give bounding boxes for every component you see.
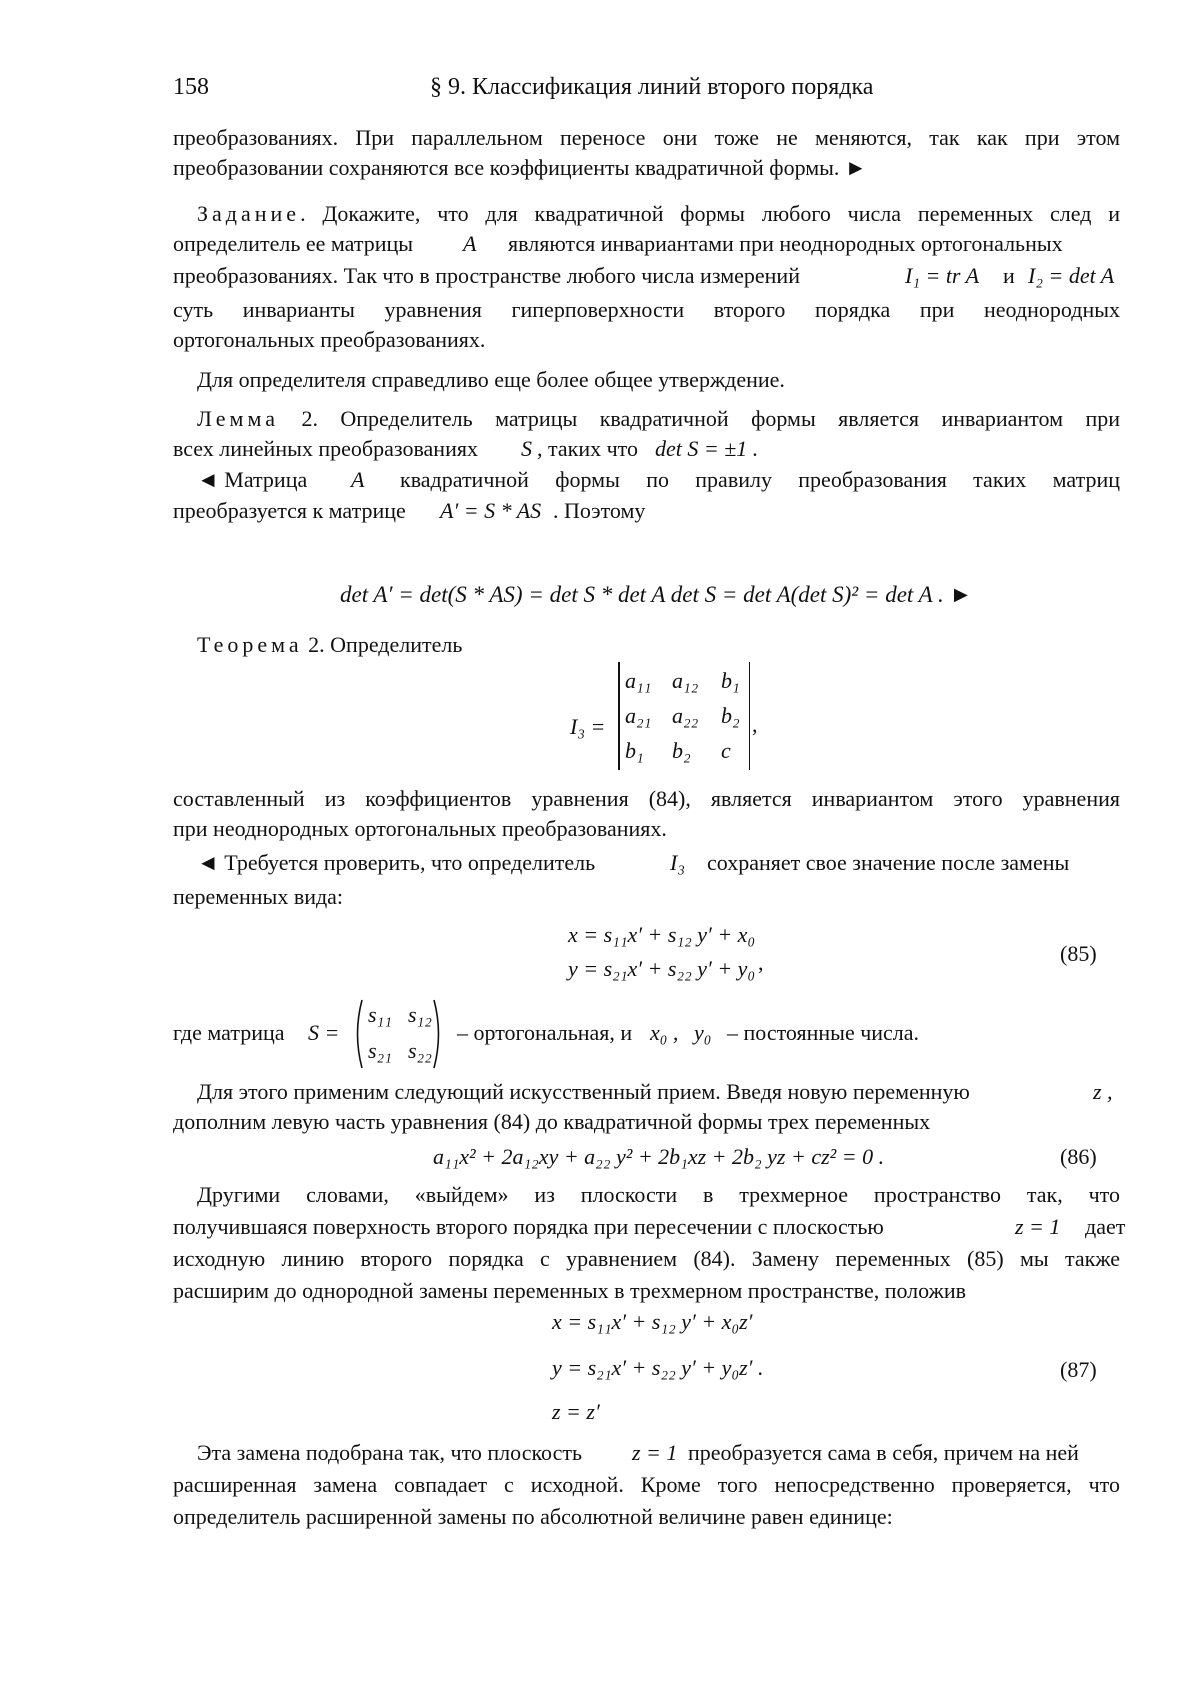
task-text: являются инвариантами при неоднородных ортогональных	[508, 231, 1063, 256]
matrix-S	[352, 998, 444, 1070]
matrix-entry: b₁	[721, 668, 740, 693]
matrix-entry: s₁₂	[408, 1002, 432, 1027]
paragraph-text: дает	[1085, 1214, 1126, 1239]
equation-87-line: x = s₁₁x′ + s₁₂ y′ + x₀z′	[552, 1309, 753, 1334]
paragraph-text: где матрица	[173, 1020, 285, 1045]
equation-87-line: z = z′	[552, 1399, 600, 1424]
proof-text: преобразуется к матрице	[173, 498, 406, 523]
equation-number-87: (87)	[1060, 1357, 1097, 1382]
task-text: преобразованиях. Так что в пространстве любого числа измерений	[173, 263, 800, 288]
determinant-bar-left	[618, 662, 620, 770]
paragraph-text: расширим до однородной замены переменных в трехмерном пространстве, положив	[173, 1278, 966, 1303]
matrix-entry: a₂₁	[625, 703, 652, 728]
page-number: 158	[173, 74, 209, 100]
paragraph-line: преобразовании сохраняются все коэффициенты квадратичной формы. ►	[173, 155, 867, 180]
equation-86: a₁₁x² + 2a₁₂xy + a₂₂ y² + 2b₁xz + 2b₂ yz + cz² = 0 .	[433, 1144, 885, 1169]
math-A: A	[351, 467, 365, 492]
matrix-entry: s₂₂	[408, 1038, 432, 1063]
equation-85-line: x = s₁₁x′ + s₁₂ y′ + x₀	[568, 922, 756, 947]
task-text: . Докажите, что для квадратичной формы любого числа переменных след и	[300, 201, 1120, 226]
theorem-line	[173, 630, 1120, 660]
equation-number-86: (86)	[1060, 1144, 1097, 1169]
task-text: определитель ее матрицы	[173, 231, 414, 256]
paragraph-text: Другими словами, «выйдем» из плоскости в трехмерное пространство так, что	[197, 1182, 1120, 1207]
theorem-text: 2. Определитель	[308, 632, 463, 657]
left-paren	[352, 998, 364, 1070]
matrix-entry: a₁₂	[672, 668, 699, 693]
lemma-label: Лемма	[197, 406, 279, 431]
matrix-entry: a₁₁	[625, 668, 652, 693]
lemma-text: 2. Определитель матрицы квадратичной формы является инвариантом при	[301, 406, 1121, 431]
paragraph-line: составленный из коэффициентов уравнения (84), является инвариантом этого уравнения	[173, 786, 1120, 811]
running-title: § 9. Классификация линий второго порядка	[430, 74, 874, 100]
equation-number-85: (85)	[1060, 941, 1097, 966]
proof-text: сохраняет свое значение после замены	[707, 850, 1070, 875]
matrix-entry: b₂	[721, 703, 740, 728]
math-S: S	[521, 436, 532, 461]
math-formula: A′ = S * AS	[440, 498, 542, 523]
matrix-entry: c	[721, 738, 731, 763]
paragraph-text: получившаяся поверхность второго порядка при пересечении с плоскостью	[173, 1214, 884, 1239]
paragraph-line: при неоднородных ортогональных преобразованиях.	[173, 816, 667, 841]
math-S-label: S =	[308, 1020, 340, 1045]
math-I3-label: I₃ =	[570, 714, 606, 739]
paragraph-text: определитель расширенной замены по абсолютной величине равен единице:	[173, 1504, 893, 1529]
equation-85-comma: ,	[758, 950, 764, 975]
paragraph-text: дополним левую часть уравнения (84) до квадратичной формы трех переменных	[173, 1109, 931, 1134]
determinant-bar-right	[749, 662, 751, 770]
matrix-entry: a₂₂	[672, 703, 699, 728]
lemma-text: всех линейных преобразованиях	[173, 436, 478, 461]
task-text: и	[1003, 263, 1015, 288]
proof-text: переменных вида:	[173, 884, 344, 909]
matrix-entry: b₂	[672, 738, 691, 763]
math-I2: I₂ = det A	[1028, 263, 1115, 288]
equation-87-line: y = s₂₁x′ + s₂₂ y′ + y₀z′ .	[552, 1355, 764, 1380]
task-text: суть инварианты уравнения гиперповерхности второго порядка при неоднородных	[173, 297, 1120, 322]
paragraph-text: Для этого применим следующий искусственный прием. Введя новую переменную	[197, 1079, 970, 1104]
paragraph-text: исходную линию второго порядка с уравнением (84). Замену переменных (85) мы также	[173, 1246, 1120, 1271]
paragraph-text: – постоянные числа.	[727, 1020, 920, 1045]
math-y0: y₀	[694, 1020, 712, 1045]
math-x0: x₀ ,	[650, 1020, 679, 1045]
math-A: A	[463, 231, 477, 256]
math-z-eq-1: z = 1	[1015, 1214, 1061, 1239]
math-I3: I₃	[670, 850, 685, 875]
paragraph-text: преобразуется сама в себя, причем на ней	[688, 1440, 1079, 1465]
matrix-entry: s₁₁	[368, 1002, 392, 1027]
matrix-entry: s₂₁	[368, 1038, 392, 1063]
math-I1: I₁ = tr A	[905, 263, 980, 288]
proof-text: квадратичной формы по правилу преобразования таких матриц	[400, 467, 1120, 492]
task-line	[173, 199, 1120, 229]
math-z: z ,	[1093, 1079, 1113, 1104]
matrix-comma: ,	[752, 712, 758, 737]
task-text: ортогональных преобразованиях.	[173, 327, 486, 352]
paragraph-line: преобразованиях. При параллельном переносе они тоже не меняются, так как при этом	[173, 125, 1120, 150]
paragraph-text: расширенная замена совпадает с исходной. Кроме того непосредственно проверяется, что	[173, 1472, 1120, 1497]
lemma-text: , таких что	[537, 436, 638, 461]
theorem-label: Теорема	[197, 632, 303, 657]
determinant-I3	[618, 662, 750, 770]
paragraph-text: Эта замена подобрана так, что плоскость	[197, 1440, 582, 1465]
paragraph-line: Для определителя справедливо еще более общее утверждение.	[197, 367, 785, 392]
equation-85-line: y = s₂₁x′ + s₂₂ y′ + y₀	[568, 956, 756, 981]
math-z-eq-1: z = 1	[632, 1440, 678, 1465]
matrix-entry: b₁	[625, 738, 644, 763]
math-det-S: det S = ±1 .	[655, 436, 759, 461]
proof-text: ◄ Требуется проверить, что определитель	[197, 850, 596, 875]
task-label: Задание	[197, 201, 301, 226]
lemma-line	[173, 404, 1120, 434]
det-equation: det A′ = det(S * AS) = det S * det A det S = det A(det S)² = det A . ►	[340, 582, 973, 607]
proof-text: ◄ Матрица	[197, 467, 308, 492]
proof-text: . Поэтому	[553, 498, 646, 523]
paragraph-text: – ортогональная, и	[457, 1020, 633, 1045]
right-paren	[432, 998, 444, 1070]
